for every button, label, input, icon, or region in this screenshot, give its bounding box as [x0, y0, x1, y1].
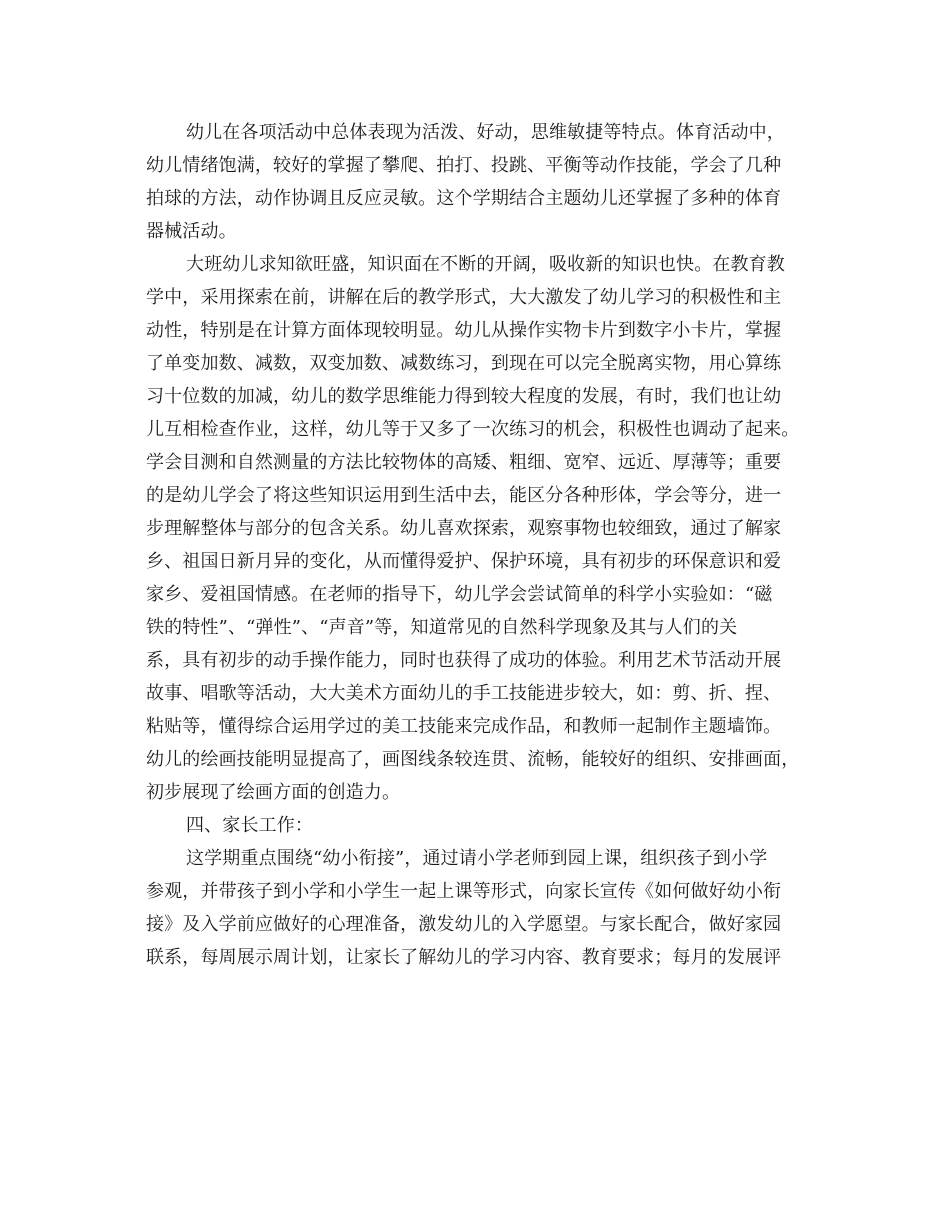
text-line: 参观，并带孩子到小学和小学生一起上课等形式，向家长宣传《如何做好幼小衔: [146, 881, 782, 902]
text-line: 系，具有初步的动手操作能力，同时也获得了成功的体验。利用艺术节活动开展: [146, 650, 782, 671]
text-line: 幼儿在各项活动中总体表现为活泼、好动，思维敏捷等特点。体育活动中，: [186, 122, 785, 143]
text-line: 学会目测和自然测量的方法比较物体的高矮、粗细、宽窄、远近、厚薄等；重要: [146, 452, 782, 473]
text-line: 器械活动。: [146, 221, 237, 242]
text-line: 联系，每周展示周计划，让家长了解幼儿的学习内容、教育要求；每月的发展评: [146, 947, 782, 968]
text-line: 幼儿的绘画技能明显提高了，画图线条较连贯、流畅，能较好的组织、安排画面，: [146, 749, 800, 770]
text-line: 儿互相检查作业，这样，幼儿等于又多了一次练习的机会，积极性也调动了起来。: [146, 419, 800, 440]
text-line: 大班幼儿求知欲旺盛，知识面在不断的开阔，吸收新的知识也快。在教育教: [186, 254, 785, 275]
text-line: 粘贴等，懂得综合运用学过的美工技能来完成作品，和教师一起制作主题墙饰。: [146, 716, 782, 737]
text-line: 这学期重点围绕“幼小衔接”，通过请小学老师到园上课，组织孩子到小学: [186, 848, 768, 869]
document-body: [146, 116, 810, 974]
text-line: 了单变加数、减数，双变加数、减数练习，到现在可以完全脱离实物，用心算练: [146, 353, 782, 374]
text-line: 的是幼儿学会了将这些知识运用到生活中去，能区分各种形体，学会等分，进一: [146, 485, 782, 506]
text-line: 幼儿情绪饱满，较好的掌握了攀爬、拍打、投跳、平衡等动作技能，学会了几种: [146, 155, 782, 176]
text-line: 接》及入学前应做好的心理准备，激发幼儿的入学愿望。与家长配合，做好家园: [146, 914, 782, 935]
paragraph: [146, 809, 810, 842]
text-line: 家乡、爱祖国情感。在老师的指导下，幼儿学会尝试简单的科学小实验如：“磁: [146, 584, 773, 605]
paragraph: [146, 116, 810, 248]
text-line: 学中，采用探索在前，讲解在后的教学形式，大大激发了幼儿学习的积极性和主: [146, 287, 782, 308]
text-line: 初步展现了绘画方面的创造力。: [146, 782, 401, 803]
paragraph: [146, 248, 810, 809]
text-line: 步理解整体与部分的包含关系。幼儿喜欢探索，观察事物也较细致，通过了解家: [146, 518, 782, 539]
paragraph: [146, 842, 810, 974]
text-line: 拍球的方法，动作协调且反应灵敏。这个学期结合主题幼儿还掌握了多种的体育: [146, 188, 782, 209]
text-line: 铁的特性”、“弹性”、“声音”等，知道常见的自然科学现象及其与人们的关: [146, 617, 738, 638]
text-line: 乡、祖国日新月异的变化，从而懂得爱护、保护环境，具有初步的环保意识和爱: [146, 551, 782, 572]
text-line: 习十位数的加减，幼儿的数学思维能力得到较大程度的发展，有时，我们也让幼: [146, 386, 782, 407]
text-line: 动性，特别是在计算方面体现较明显。幼儿从操作实物卡片到数字小卡片，掌握: [146, 320, 782, 341]
text-line: 故事、唱歌等活动，大大美术方面幼儿的手工技能进步较大，如：剪、折、捏、: [146, 683, 782, 704]
text-line: 四、家长工作：: [186, 815, 314, 836]
